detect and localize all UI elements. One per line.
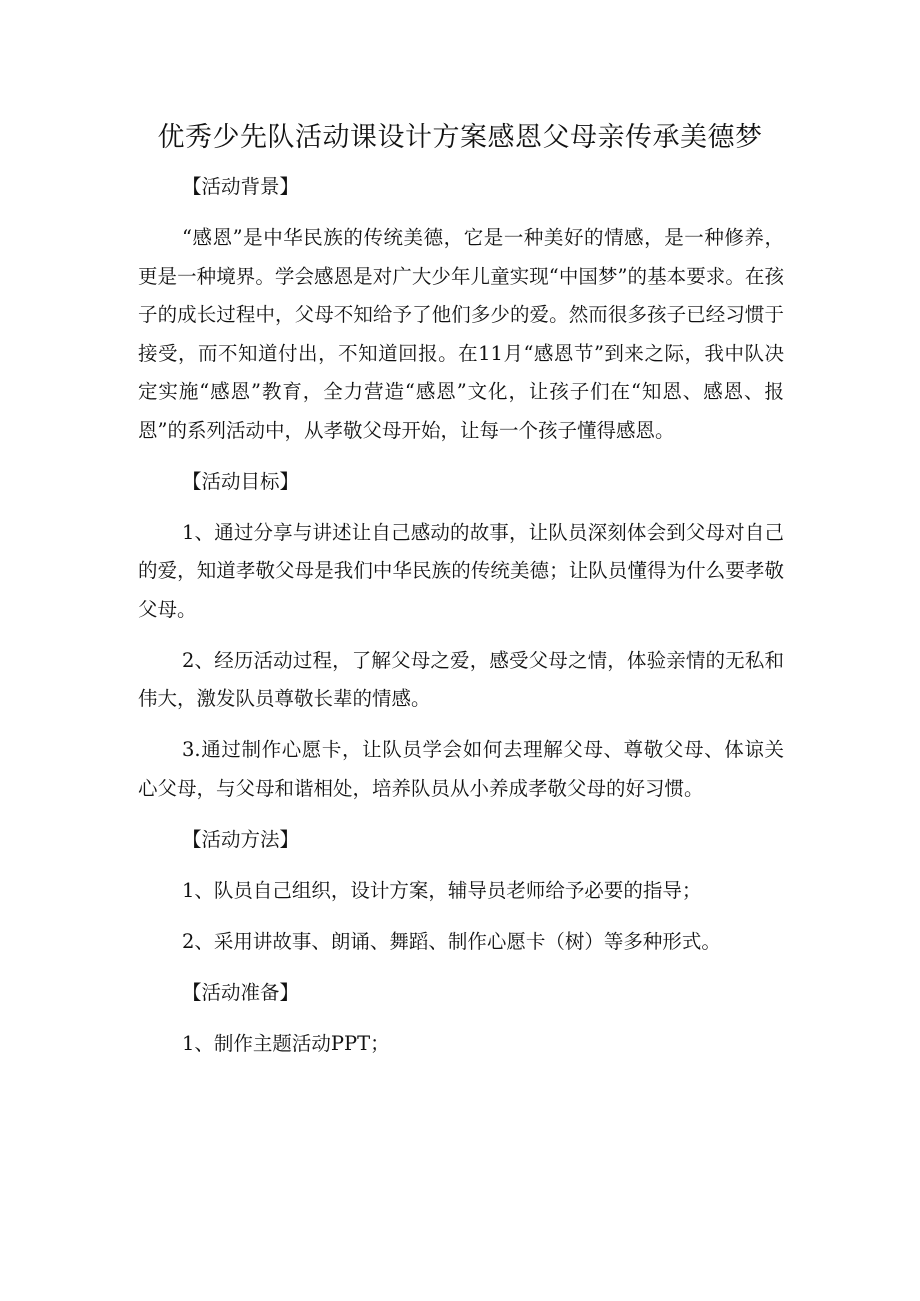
- paragraph-goal-2: 2、经历活动过程，了解父母之爱，感受父母之情，体验亲情的无私和伟大，激发队员尊敬长辈的情感。: [138, 648, 784, 710]
- paragraph-goal-1: 1、通过分享与讲述让自己感动的故事，让队员深刻体会到父母对自己的爱，知道孝敬父母是我们中华民族的传统美德；让队员懂得为什么要孝敬父母。: [138, 520, 784, 621]
- document-body: [138, 168, 784, 1076]
- document-title: 优秀少先队活动课设计方案感恩父母亲传承美德梦: [157, 122, 763, 153]
- paragraph-goal-3: 3.通过制作心愿卡，让队员学会如何去理解父母、尊敬父母、体谅关心父母，与父母和谐相处，培养队员从小养成孝敬父母的好习惯。: [138, 738, 784, 800]
- paragraph-method-1: 1、队员自己组织，设计方案，辅导员老师给予必要的指导；: [182, 878, 702, 902]
- section-heading-methods: 【活动方法】: [182, 827, 300, 851]
- paragraph-preparation-1: 1、制作主题活动PPT；: [182, 1031, 390, 1055]
- section-heading-background: 【活动背景】: [182, 175, 300, 198]
- paragraph-background: “感恩”是中华民族的传统美德，它是一种美好的情感，是一种修养，更是一种境界。学会感恩是对广大少年儿童实现“中国梦”的基本要求。在孩子的成长过程中，父母不知给予了他们多少的爱。然而很多孩子已经习惯于接受，而不知道付出，不知道回报。在11月“感恩节”到来之际，我中队决定实施“感恩”教育，全力营造“感恩”文化，让孩子们在“知恩、感恩、报恩”的系列活动中，从孝敬父母开始，让每一个孩子懂得感恩。: [138, 226, 784, 442]
- section-heading-preparation: 【活动准备】: [182, 980, 300, 1004]
- paragraph-method-2: 2、采用讲故事、朗诵、舞蹈、制作心愿卡（树）等多种形式。: [182, 929, 721, 953]
- section-heading-goals: 【活动目标】: [182, 469, 300, 493]
